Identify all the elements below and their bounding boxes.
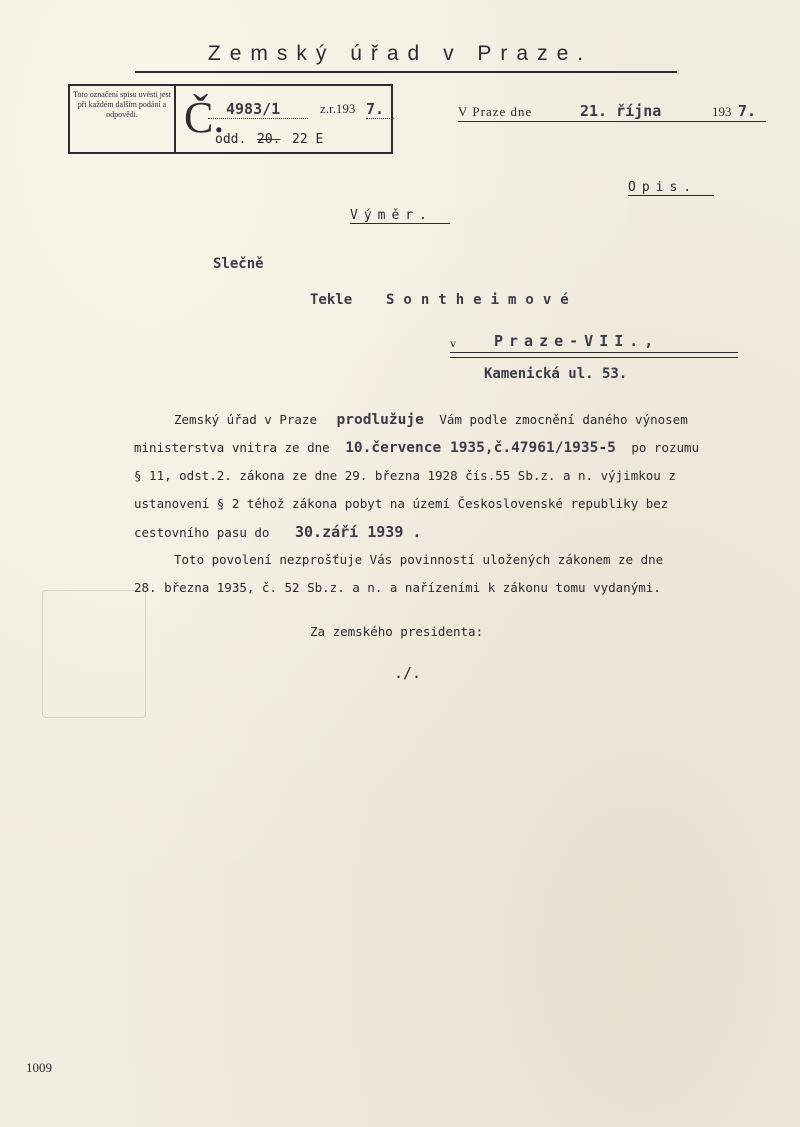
reference-divider <box>174 84 176 154</box>
body-line-3: § 11, odst.2. zákona ze dne 29. března 1928 čís.55 Sb.z. a n. výjimkou z <box>134 468 676 483</box>
date-year-digit: 7. <box>738 102 757 120</box>
reference-number-line <box>208 100 388 120</box>
addressee-first-name: Tekle <box>310 292 353 308</box>
decision-body <box>134 406 764 606</box>
signature-line: Za zemského presidenta: <box>310 624 484 639</box>
date-place: V Praze dne <box>458 104 533 119</box>
page-number: 1009 <box>26 1060 52 1075</box>
addressee-last-name: Sontheimové <box>386 292 578 308</box>
reference-letter: Č. <box>184 93 225 142</box>
body-line-1 <box>174 406 688 434</box>
body-valid-until: 30.září 1939 . <box>295 523 422 541</box>
date-line <box>458 103 768 125</box>
department-line <box>200 130 380 150</box>
body-p1-b: Vám podle zmocnění daného výnosem <box>439 412 688 427</box>
date-year-prefix: 193 <box>712 104 732 119</box>
body-decree-reference: 10.července 1935,č.47961/1935-5 <box>345 440 616 456</box>
addressee-name <box>310 292 610 314</box>
city-prefix: v <box>450 336 456 350</box>
body-p1-g: cestovního pasu do <box>134 525 270 540</box>
salutation: Slečně <box>213 256 264 272</box>
body-line-2 <box>134 434 699 462</box>
document-type: Výměr. <box>350 208 450 224</box>
heading-rule <box>135 71 677 73</box>
reference-year-prefix: z.r.193 <box>320 101 356 116</box>
department-struck: 20. <box>257 132 281 147</box>
body-p1-a: Zemský úřad v Praze <box>174 412 317 427</box>
addressee-street: Kamenická ul. 53. <box>484 366 628 382</box>
body-line-7: 28. března 1935, č. 52 Sb.z. a n. a nařízeními k zákonu tomu vydanými. <box>134 580 661 595</box>
addressee-city-line <box>450 332 740 358</box>
body-verb: prodlužuje <box>336 412 424 428</box>
body-p1-d: po rozumu <box>631 440 700 455</box>
body-line-6: Toto povolení nezprošťuje Vás povinností uložených zákonem ze dne <box>174 552 664 567</box>
date-day-month: 21. října <box>580 102 662 120</box>
body-line-4: ustanovení § 2 téhož zákona pobyt na území Československé republiky bez <box>134 496 669 511</box>
department-value: 22 E <box>292 132 324 147</box>
signature-mark: ./. <box>394 664 422 682</box>
body-p1-c: ministerstva vnitra ze dne <box>134 440 330 455</box>
reference-year-digit: 7. <box>366 100 394 119</box>
reference-number: 4983/1 <box>208 100 308 119</box>
copy-label: Opis. <box>628 180 714 196</box>
department-label: odd. <box>215 132 247 147</box>
addressee-city: Praze-VII., <box>494 332 660 350</box>
faded-stamp <box>42 590 146 718</box>
office-heading: Zemský úřad v Praze. <box>207 42 593 65</box>
body-line-5 <box>134 518 421 547</box>
reference-note: Toto označení spisu uvésti jest při každém dalším podání a odpovědi. <box>73 90 171 119</box>
